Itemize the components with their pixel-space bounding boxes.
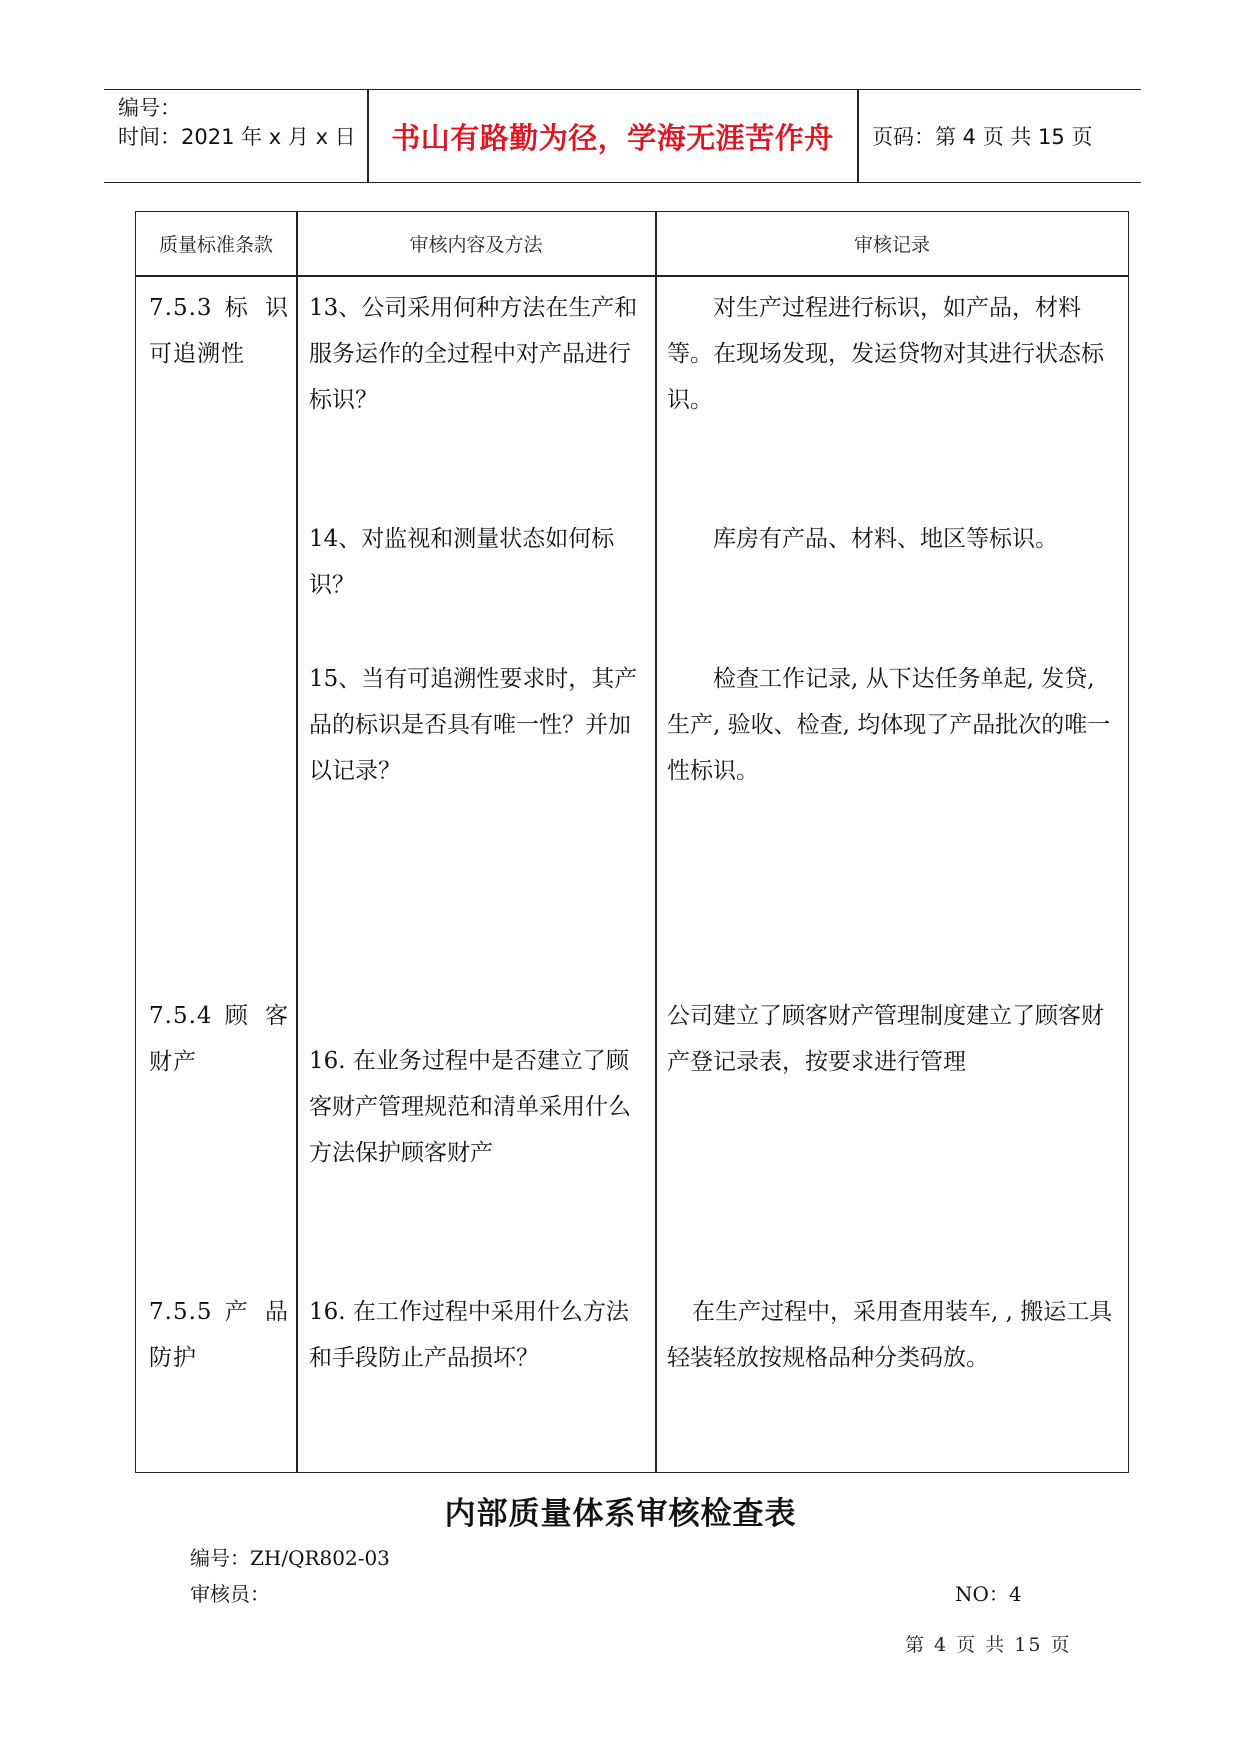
question-14: 14、对监视和测量状态如何标识？ [309, 526, 615, 598]
header-motto: 书山有路勤为径，学海无涯苦作舟 [391, 120, 834, 155]
header-page-code: 页码：第 4 页 共 15 页 [872, 125, 1093, 149]
document-title: 内部质量体系审核检查表 [444, 1496, 797, 1532]
record-14: 库房有产品、材料、地区等标识。 [713, 526, 1058, 552]
header-time: 时间：2021 年 x 月 x 日 [118, 125, 356, 149]
table-header-record: 审核记录 [853, 234, 930, 256]
auditor-label: 审核员： [190, 1582, 270, 1606]
record-15: 检查工作记录, 从下达任务单起, 发贷, 生产, 验收、检查, 均体现了产品批次的唯一性标识。 [667, 666, 1111, 784]
record-13: 对生产过程进行标识，如产品，材料等。在现场发现，发运贷物对其进行状态标识。 [667, 295, 1104, 413]
table-header-content: 审核内容及方法 [409, 234, 543, 256]
question-16-customer-property: 16. 在业务过程中是否建立了顾客财产管理规范和清单采用什么方法保护顾客财产 [309, 1048, 631, 1166]
clause-7-5-4: 7.5.4 顾 客财产 [149, 1003, 289, 1075]
question-13: 13、公司采用何种方法在生产和服务运作的全过程中对产品进行标识？ [309, 295, 638, 413]
table-column-divider [296, 212, 298, 1472]
header-divider [857, 90, 859, 182]
table-header-divider [136, 275, 1128, 277]
record-16-product-protection: 在生产过程中，采用查用装车, , 搬运工具轻装轻放按规格品种分类码放。 [667, 1299, 1113, 1371]
document-number: 编号：ZH/QR802-03 [190, 1546, 390, 1570]
question-15: 15、当有可追溯性要求时，其产品的标识是否具有唯一性？并加以记录？ [309, 666, 638, 784]
clause-7-5-5: 7.5.5 产 品防护 [149, 1299, 289, 1371]
page-header [104, 89, 1141, 183]
header-info [118, 94, 356, 152]
clause-7-5-3: 7.5.3 标 识可追溯性 [149, 295, 289, 367]
record-16-customer-property: 公司建立了顾客财产管理制度建立了顾客财产登记录表，按要求进行管理 [667, 1003, 1104, 1075]
table-header-clause: 质量标准条款 [158, 234, 273, 256]
table-column-divider [655, 212, 657, 1472]
page-number-footer: 第 4 页 共 15 页 [905, 1634, 1072, 1656]
record-no: NO：4 [955, 1582, 1022, 1606]
question-16-product-protection: 16. 在工作过程中采用什么方法和手段防止产品损坏？ [309, 1299, 629, 1371]
header-number-label: 编号： [118, 96, 181, 120]
audit-table [135, 211, 1129, 1473]
